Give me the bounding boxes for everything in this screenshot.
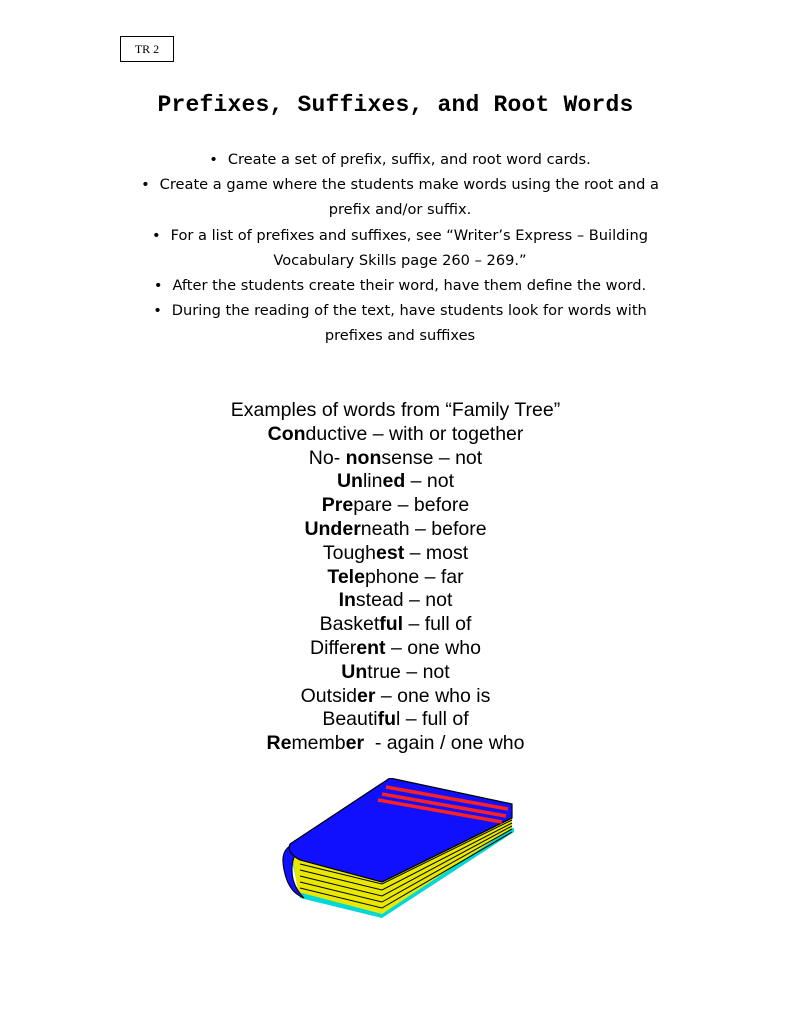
word-part: sense – not <box>381 446 483 469</box>
list-item-text: After the students create their word, have them define the word. <box>172 277 647 295</box>
word-part: – not <box>405 470 455 493</box>
word-part: Differ <box>310 636 357 659</box>
example-row <box>0 589 791 613</box>
example-row <box>0 685 791 709</box>
list-item-text: For a list of prefixes and suffixes, see “Writer’s Express – Building Vocabulary Skills page 260 – 269.” <box>170 226 648 269</box>
word-part: neath – before <box>360 517 487 540</box>
word-part: Beauti <box>322 708 378 731</box>
word-part: Outsid <box>300 684 357 707</box>
word-part-bold: Re <box>266 732 292 755</box>
example-row <box>0 447 791 471</box>
word-part: – one who is <box>375 684 491 707</box>
word-part-bold: Under <box>304 517 361 540</box>
bullet-icon: • <box>141 176 150 194</box>
bullet-icon: • <box>152 226 161 244</box>
word-part-bold: er <box>345 732 365 755</box>
word-part-bold: Pre <box>321 494 354 517</box>
word-part: lin <box>362 470 383 493</box>
word-part-bold: ed <box>382 470 406 493</box>
label-box: TR 2 <box>120 36 174 62</box>
bullet-icon: • <box>153 302 162 320</box>
page-title: Prefixes, Suffixes, and Root Words <box>157 92 634 118</box>
word-part-bold: Tele <box>327 565 365 588</box>
word-part: – full of <box>403 613 472 636</box>
word-part: phone – far <box>364 565 464 588</box>
list-item-text: Create a game where the students make words using the root and a prefix and/or suffix. <box>159 176 659 219</box>
example-row <box>0 613 791 637</box>
word-part: Tough <box>322 541 376 564</box>
example-row <box>0 708 791 732</box>
word-part-bold: Un <box>341 660 368 683</box>
book-illustration <box>278 778 518 920</box>
instruction-list <box>120 147 680 349</box>
example-row <box>0 470 791 494</box>
list-item <box>120 273 680 298</box>
word-part-bold: In <box>338 589 356 612</box>
example-row <box>0 732 791 756</box>
list-item-text: Create a set of prefix, suffix, and root word cards. <box>227 151 591 168</box>
example-row <box>0 423 791 447</box>
word-part: true – not <box>367 660 450 683</box>
word-part: – one who <box>385 636 481 659</box>
word-part: – most <box>404 541 469 564</box>
examples-list <box>0 423 791 756</box>
example-row <box>0 637 791 661</box>
list-item <box>120 298 680 348</box>
example-row <box>0 494 791 518</box>
list-item-text: During the reading of the text, have students look for words with prefixes and suffixes <box>171 302 647 345</box>
word-part-bold: ful <box>379 613 404 636</box>
word-part-bold: ent <box>356 636 386 659</box>
example-row <box>0 542 791 566</box>
examples-heading: Examples of words from “Family Tree” <box>230 399 561 421</box>
word-part-bold: Con <box>267 422 306 445</box>
examples-section <box>0 399 791 756</box>
bullet-icon: • <box>153 277 163 295</box>
list-item <box>120 147 680 172</box>
example-row <box>0 661 791 685</box>
word-part: pare – before <box>353 494 470 517</box>
list-item <box>120 172 680 222</box>
word-part: - again / one who <box>364 732 525 755</box>
word-part-bold: non <box>345 446 382 469</box>
word-part-bold: fu <box>377 708 397 731</box>
word-part: ductive – with or together <box>305 422 524 445</box>
word-part: stead – not <box>355 589 453 612</box>
word-part: No- <box>308 446 346 469</box>
word-part-bold: est <box>376 541 405 564</box>
book-cover <box>289 778 512 882</box>
list-item <box>120 223 680 273</box>
word-part-bold: Un <box>336 470 363 493</box>
example-row <box>0 518 791 542</box>
example-row <box>0 566 791 590</box>
bullet-icon: • <box>209 151 218 168</box>
word-part: l – full of <box>396 708 469 731</box>
word-part-bold: er <box>357 684 376 707</box>
word-part: memb <box>291 732 346 755</box>
word-part: Basket <box>319 613 380 636</box>
